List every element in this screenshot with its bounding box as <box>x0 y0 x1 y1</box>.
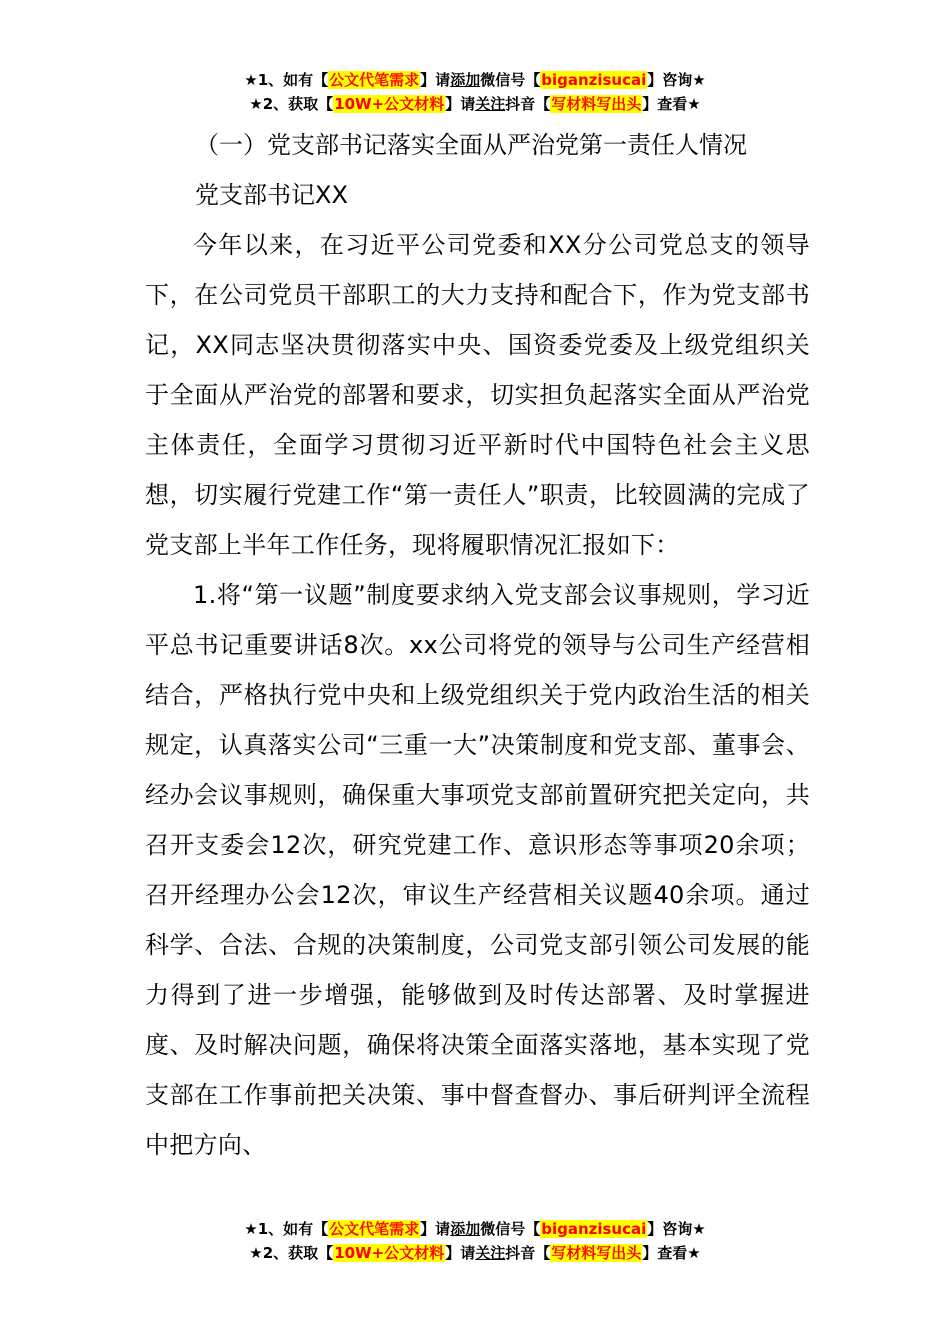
banner-text: 微信号【 <box>480 1220 541 1238</box>
banner-text: 】请 <box>445 1244 476 1262</box>
banner-text: 】请 <box>445 95 476 113</box>
banner-line-2 <box>0 1241 950 1265</box>
banner-text: ★1、如有【 <box>244 71 329 89</box>
highlight-tag: 公文代笔需求 <box>329 71 420 89</box>
douyin-account-tag: 写材料写出头 <box>551 1244 642 1262</box>
banner-text: 抖音【 <box>505 95 551 113</box>
banner-line-1 <box>0 1217 950 1241</box>
banner-text: 】咨询★ <box>647 1220 706 1238</box>
paragraph-intro: 今年以来，在习近平公司党委和XX分公司党总支的领导下，在公司党员干部职工的大力支持和配合下，作为党支部书记，XX同志坚决贯彻落实中央、国资委党委及上级党组织关于全面从严治党的部署和要求，切实担负起落实全面从严治党主体责任，全面学习贯彻习近平新时代中国特色社会主义思想，切实履行党建工作“第一责任人”职责，比较圆满的完成了党支部上半年工作任务，现将履职情况汇报如下： <box>145 231 810 559</box>
banner-text: ★2、获取【 <box>249 95 334 113</box>
banner-emphasis: 关注 <box>475 1244 506 1262</box>
banner-text: 】请 <box>420 1220 451 1238</box>
douyin-account-tag: 写材料写出头 <box>551 95 642 113</box>
banner-text: 】查看★ <box>642 95 701 113</box>
subtitle: 党支部书记XX <box>195 181 348 209</box>
banner-text: 微信号【 <box>480 71 541 89</box>
banner-line-2 <box>0 92 950 116</box>
section-title: （一）党支部书记落实全面从严治党第一责任人情况 <box>195 131 747 159</box>
banner-text: 】查看★ <box>642 1244 701 1262</box>
banner-emphasis: 关注 <box>475 95 506 113</box>
banner-emphasis: 添加 <box>450 71 481 89</box>
banner-text: ★1、如有【 <box>244 1220 329 1238</box>
header-banner <box>0 68 950 116</box>
paragraph-item-1: 1.将“第一议题”制度要求纳入党支部会议事规则，学习近平总书记重要讲话8次。xx公司将党的领导与公司生产经营相结合，严格执行党中央和上级党组织关于党内政治生活的相关规定，认真落实公司“三重一大”决策制度和党支部、董事会、经办会议事规则，确保重大事项党支部前置研究把关定向，共召开支委会12次，研究党建工作、意识形态等事项20余项；召开经理办公会12次，审议生产经营相关议题40余项。通过科学、合法、合规的决策制度，公司党支部引领公司发展的能力得到了进一步增强，能够做到及时传达部署、及时掌握进度、及时解决问题，确保将决策全面落实落地，基本实现了党支部在工作事前把关决策、事中督查督办、事后研判评全流程中把方向、 <box>145 581 810 1159</box>
highlight-tag: 10W+公文材料 <box>334 95 445 113</box>
banner-text: 抖音【 <box>505 1244 551 1262</box>
document-body <box>145 120 810 1170</box>
wechat-id-tag: biganzisucai <box>541 71 647 89</box>
wechat-id-tag: biganzisucai <box>541 1220 647 1238</box>
footer-banner <box>0 1217 950 1265</box>
banner-emphasis: 添加 <box>450 1220 481 1238</box>
banner-line-1 <box>0 68 950 92</box>
highlight-tag: 公文代笔需求 <box>329 1220 420 1238</box>
banner-text: ★2、获取【 <box>249 1244 334 1262</box>
highlight-tag: 10W+公文材料 <box>334 1244 445 1262</box>
banner-text: 】咨询★ <box>647 71 706 89</box>
banner-text: 】请 <box>420 71 451 89</box>
